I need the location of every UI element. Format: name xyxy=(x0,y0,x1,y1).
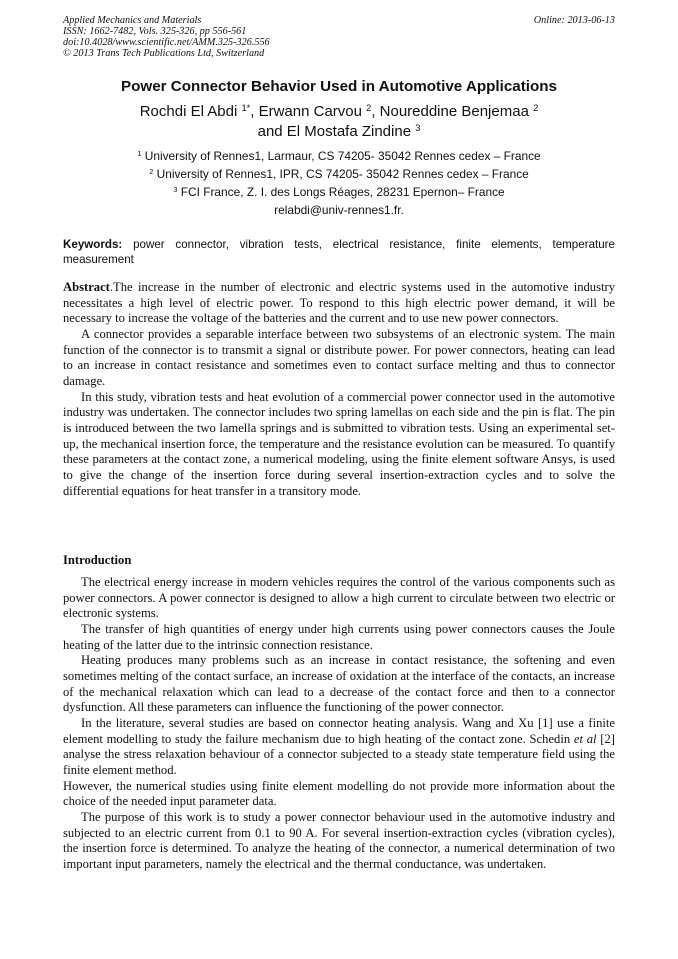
affiliation-item xyxy=(63,147,615,165)
journal-name: Applied Mechanics and Materials xyxy=(63,15,202,26)
abstract-text: .The increase in the number of electronic and electric systems used in the automotive industry necessitates a high level of electric power. To respond to this high electric power demand, it will be necessary to increase the voltage of the batteries and the current and to use new power connectors. xyxy=(63,280,615,326)
email-address: relabdi@univ-rennes1.fr. xyxy=(274,203,404,217)
author-name: Rochdi El Abdi xyxy=(139,103,242,120)
intro-paragraph: The electrical energy increase in modern vehicles requires the control of the various components such as power connectors. A power connector is designed to allow a high current to circulate between two electric or electronic systems. xyxy=(63,575,615,621)
intro-paragraph: The purpose of this work is to study a power connector behaviour used in the automotive industry and subjected to an electric current from 0.1 to 90 A. For several insertion-extraction cycles (vibration cycles), the insertion force is determined. To analyze the heating of the connector, a numerical determination of two important input parameters, namely the electrical and the thermal conductance, was undertaken. xyxy=(63,809,615,871)
affiliation-list xyxy=(63,147,615,219)
keywords-block xyxy=(63,237,615,267)
issn-line: ISSN: 1662-7482, Vols. 325-326, pp 556-561 xyxy=(63,26,247,37)
affiliation-number: 3 xyxy=(173,184,178,194)
introduction-section xyxy=(63,575,615,872)
author-affiliation-mark: 1* xyxy=(241,102,251,113)
affiliation-item xyxy=(63,165,615,183)
author-name: , Noureddine Benjemaa xyxy=(371,103,534,120)
author-name: , Erwann Carvou xyxy=(250,103,367,120)
intro-text: In the literature, several studies are based on connector heating analysis. Wang and Xu [1] use a finite element modelling to study the failure mechanism due to high heating of the contact zone. Schedin xyxy=(63,715,615,746)
intro-italic-text: et al xyxy=(573,731,597,746)
affiliation-item xyxy=(63,183,615,201)
author-name: and El Mostafa Zindine xyxy=(257,123,416,140)
affiliation-text: University of Rennes1, Larmaur, CS 74205- 35042 Rennes cedex – France xyxy=(141,149,541,163)
affiliation-number: 1 xyxy=(137,148,142,158)
keywords-label: Keywords: xyxy=(63,238,123,251)
affiliation-text: FCI France, Z. I. des Longs Réages, 28231 Epernon– France xyxy=(177,185,505,199)
abstract-paragraph xyxy=(63,280,615,327)
doi-line: doi:10.4028/www.scientific.net/AMM.325-326.556 xyxy=(63,37,270,48)
intro-paragraph: However, the numerical studies using finite element modelling do not provide more information about the choice of the needed input parameter data. xyxy=(63,778,615,809)
author-list xyxy=(63,102,615,142)
intro-paragraph xyxy=(63,716,615,779)
keywords-text: power connector, vibration tests, electrical resistance, finite elements, temperature measurement xyxy=(63,238,615,266)
abstract-section xyxy=(63,280,615,499)
online-date: Online: 2013-06-13 xyxy=(533,15,615,26)
intro-text: [2] analyse the stress relaxation behaviour of a connector subjected to a steady state temperature field using the finite element method. xyxy=(63,731,615,777)
intro-paragraph: Heating produces many problems such as an increase in contact resistance, the softening and even sometimes melting of the contact surface, an increase of oxidation at the interface of the contacts, an increase of the mechanical relaxation which can lead to a decrease of the contact force and then to a connector dysfunction. All these parameters can influence the functioning of the power connector. xyxy=(63,653,615,715)
affiliation-number: 2 xyxy=(149,166,154,176)
abstract-paragraph: A connector provides a separable interface between two subsystems of an electronic system. The main function of the connector is to transmit a signal or distribute power. For power connectors, heating can lead to an increase in contact resistance and sometimes even to contact surface melting and thus to connector damage. xyxy=(63,326,615,388)
abstract-paragraph: In this study, vibration tests and heat evolution of a commercial power connector used in the automotive industry was undertaken. The connector includes two spring lamellas on each side and the pin is flat. The pin is introduced between the two lamella springs and is submitted to vibration tests. Using an experimental set-up, the mechanical insertion force, the temperature and the resistance evolution can be measured. To quantify these parameters at the contact zone, a numerical modeling, using the finite element software Ansys, is used to give the change of the insertion force during several insertion-extraction cycles and to solve the differential equations for heat transfer in a transitory mode. xyxy=(63,389,615,498)
intro-paragraph: The transfer of high quantities of energy under high currents using power connectors causes the Joule heating of the latter due to the intrinsic connection resistance. xyxy=(63,621,615,652)
journal-header xyxy=(63,15,615,59)
paper-title: Power Connector Behavior Used in Automotive Applications xyxy=(121,78,557,95)
copyright-line: © 2013 Trans Tech Publications Ltd, Switzerland xyxy=(63,48,265,59)
abstract-label: Abstract xyxy=(63,280,110,294)
author-affiliation-mark: 3 xyxy=(415,122,421,133)
author-affiliation-mark: 2 xyxy=(366,102,372,113)
author-affiliation-mark: 2 xyxy=(533,102,539,113)
affiliation-text: University of Rennes1, IPR, CS 74205- 35042 Rennes cedex – France xyxy=(153,167,529,181)
section-heading-introduction: Introduction xyxy=(63,553,132,567)
